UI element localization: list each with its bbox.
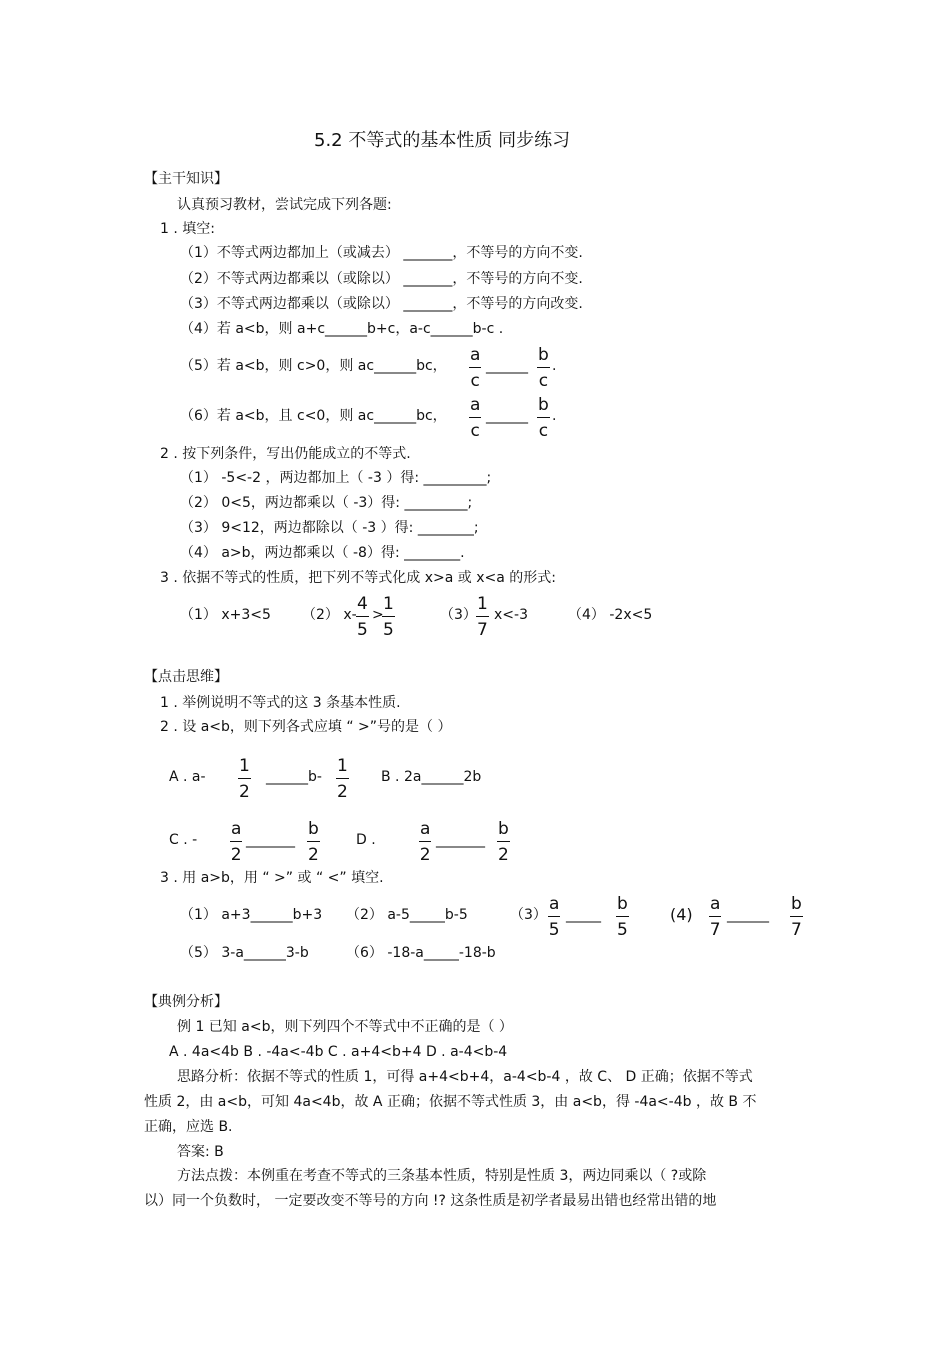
option-d: D . [356, 832, 376, 848]
hint-q3-part-6: （6） -18-a_____-18-b [346, 945, 496, 961]
intro-text: 认真预习教材，尝试完成下列各题: [177, 197, 392, 213]
q3-part-3-rest: x<-3 [494, 607, 528, 623]
hint-q3-part-2: （2） a-5_____b-5 [346, 907, 468, 923]
option-a: A . a- [169, 769, 206, 785]
q3-head: 3 . 依据不等式的性质，把下列不等式化成 x>a 或 x<a 的形式: [160, 570, 556, 586]
q3-part-4: （4） -2x<5 [568, 607, 653, 623]
q3-part-3: （3） [440, 607, 477, 623]
example-answer: 答案: B [177, 1144, 224, 1160]
fraction-b-over-2: $\frac{b}{2}$ [497, 819, 509, 865]
example-options: A . 4a<4b B . -4a<-4b C . a+4<b+4 D . a-4<b-4 [169, 1044, 508, 1060]
option-c: C . - [169, 832, 198, 848]
option-c-mid: _______ [246, 832, 295, 848]
q2-item-3: （3） 9<12，两边都除以（ -3 ）得: ________; [180, 520, 479, 536]
q2-item-1: （1） -5<-2 ，两边都加上（ -3 ）得: _________; [180, 470, 492, 486]
fraction-1-over-7: $\frac{1}{7}$ [477, 594, 488, 640]
q3-part-1: （1） x+3<5 [180, 607, 271, 623]
section-main-knowledge: 【主干知识】 [144, 171, 228, 187]
example-method-line-1: 方法点拨：本例重在考查不等式的三条基本性质，特别是性质 3，两边同乘以（ ?或除 [177, 1168, 707, 1184]
greater-than: > [372, 607, 384, 623]
q1-item-6: （6）若 a<b，且 c<0，则 ac______bc， [180, 408, 447, 424]
example-analysis-line-3: 正确，应选 B. [144, 1119, 233, 1135]
hint-q2: 2 . 设 a<b，则下列各式应填 “ >”号的是（ ） [160, 719, 452, 735]
hint-q1: 1 . 举例说明不等式的这 3 条基本性质. [160, 695, 401, 711]
fraction-a-over-2: $\frac{a}{2}$ [230, 819, 242, 865]
hint-q3-part-1: （1） a+3______b+3 [180, 907, 323, 923]
fraction-b-over-c: $\frac{b}{c}$ [538, 345, 549, 391]
option-b: B . 2a______2b [381, 769, 482, 785]
option-a-mid: ______b- [266, 769, 322, 785]
section-example-analysis: 【典例分析】 [144, 994, 228, 1010]
q2-item-2: （2） 0<5，两边都乘以（ -3）得: _________; [180, 495, 473, 511]
example-question: 例 1 已知 a<b，则下列四个不等式中不正确的是（ ） [177, 1019, 513, 1035]
q1-item-2: （2）不等式两边都乘以（或除以） _______，不等号的方向不变. [180, 271, 583, 287]
option-d-mid: _______ [436, 832, 485, 848]
example-analysis-line-1: 思路分析：依据不等式的性质 1，可得 a+4<b+4，a-4<b-4 ，故 C、 D 正确；依据不等式 [177, 1069, 753, 1085]
fraction-a-over-7: $\frac{a}{7}$ [709, 894, 721, 940]
fraction-a-over-c: $\frac{a}{c}$ [470, 345, 481, 391]
fraction-a-over-c: $\frac{a}{c}$ [470, 395, 481, 441]
fraction-1-over-2: $\frac{1}{2}$ [239, 756, 250, 802]
hint-q3-part-4: (4) [670, 905, 693, 924]
q1-item-1: （1）不等式两边都加上（或减去） _______，不等号的方向不变. [180, 245, 583, 261]
page-title: 5.2 不等式的基本性质 同步练习 [314, 130, 571, 151]
hint-q3-part-5: （5） 3-a______3-b [180, 945, 309, 961]
fraction-b-over-2: $\frac{b}{2}$ [307, 819, 319, 865]
fraction-b-over-c: $\frac{b}{c}$ [538, 395, 549, 441]
example-method-line-2: 以）同一个负数时， 一定要改变不等号的方向 !? 这条性质是初学者最易出错也经常出错的地 [144, 1193, 717, 1209]
q1-head: 1 . 填空: [160, 221, 215, 237]
fraction-b-over-7: $\frac{b}{7}$ [790, 894, 802, 940]
fraction-b-over-5: $\frac{b}{5}$ [616, 894, 628, 940]
blank: ______ [486, 358, 528, 374]
fraction-a-over-2: $\frac{a}{2}$ [419, 819, 431, 865]
period: . [552, 358, 557, 374]
fraction-a-over-5: $\frac{a}{5}$ [548, 894, 560, 940]
blank: ______ [727, 907, 769, 923]
blank: _____ [566, 907, 601, 923]
fraction-1-over-2: $\frac{1}{2}$ [337, 756, 348, 802]
hint-q3: 3 . 用 a>b，用 “ >” 或 “ <” 填空. [160, 870, 384, 886]
q1-item-5: （5）若 a<b，则 c>0，则 ac______bc， [180, 358, 447, 374]
q1-item-4: （4）若 a<b，则 a+c______b+c，a-c______b-c . [180, 321, 504, 337]
section-hint-thinking: 【点击思维】 [144, 669, 228, 685]
q2-head: 2 . 按下列条件，写出仍能成立的不等式. [160, 446, 411, 462]
fraction-4-over-5: $\frac{4}{5}$ [357, 594, 368, 640]
blank: ______ [486, 408, 528, 424]
example-analysis-line-2: 性质 2，由 a<b，可知 4a<4b，故 A 正确；依据不等式性质 3，由 a<b，得 -4a<-4b ，故 B 不 [144, 1094, 757, 1110]
q2-item-4: （4） a>b，两边都乘以（ -8）得: ________. [180, 545, 465, 561]
period: . [552, 408, 557, 424]
fraction-1-over-5: $\frac{1}{5}$ [383, 594, 394, 640]
q3-part-2: （2） x- [302, 607, 357, 623]
q1-item-3: （3）不等式两边都乘以（或除以） _______，不等号的方向改变. [180, 296, 583, 312]
hint-q3-part-3: （3） [510, 907, 547, 923]
